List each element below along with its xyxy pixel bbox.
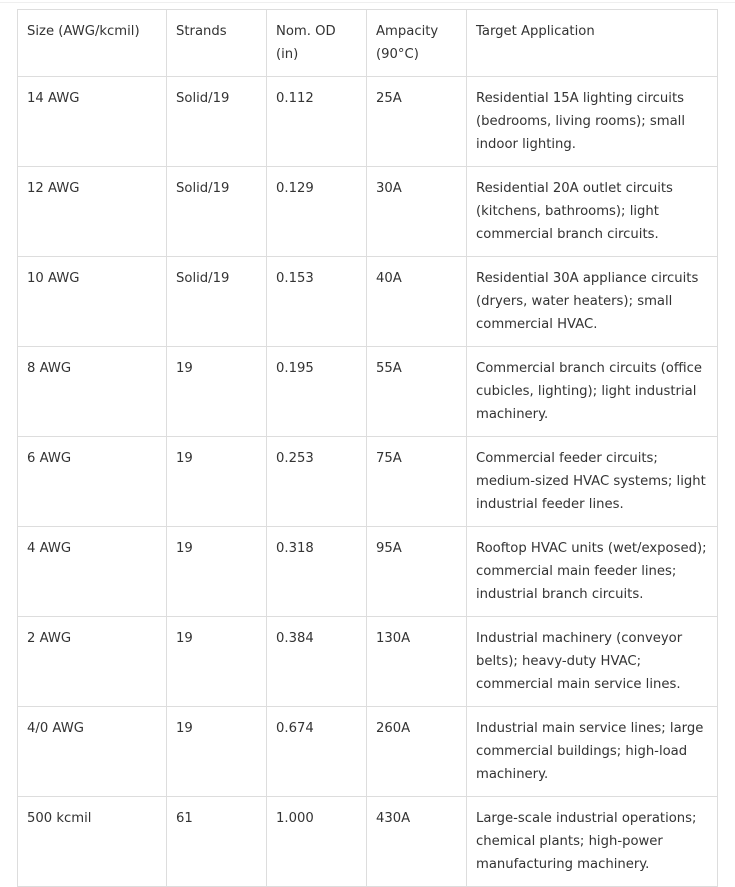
- cell-strands: Solid/19: [167, 77, 267, 167]
- cell-size: 10 AWG: [18, 257, 167, 347]
- cell-ampacity: 430A: [367, 797, 467, 887]
- header-nominal-od: Nom. OD (in): [267, 10, 367, 77]
- cell-ampacity: 30A: [367, 167, 467, 257]
- cell-nominal-od: 0.195: [267, 347, 367, 437]
- cell-target-application: Residential 20A outlet circuits (kitchens, bathrooms); light commercial branch circuits.: [467, 167, 718, 257]
- cell-strands: 19: [167, 347, 267, 437]
- table-row: [18, 527, 718, 617]
- header-target-application: Target Application: [467, 10, 718, 77]
- cell-strands: Solid/19: [167, 167, 267, 257]
- cell-size: 4 AWG: [18, 527, 167, 617]
- table-row: [18, 437, 718, 527]
- cell-nominal-od: 0.318: [267, 527, 367, 617]
- table-row: [18, 257, 718, 347]
- cell-nominal-od: 0.253: [267, 437, 367, 527]
- cell-nominal-od: 0.153: [267, 257, 367, 347]
- cell-target-application: Residential 30A appliance circuits (dryers, water heaters); small commercial HVAC.: [467, 257, 718, 347]
- cell-target-application: Commercial feeder circuits; medium-sized HVAC systems; light industrial feeder lines.: [467, 437, 718, 527]
- cell-ampacity: 130A: [367, 617, 467, 707]
- cell-strands: 19: [167, 707, 267, 797]
- table-row: [18, 347, 718, 437]
- cell-ampacity: 40A: [367, 257, 467, 347]
- cell-strands: 19: [167, 617, 267, 707]
- cell-target-application: Commercial branch circuits (office cubicles, lighting); light industrial machinery.: [467, 347, 718, 437]
- wire-size-table: [17, 9, 718, 887]
- cell-strands: 19: [167, 527, 267, 617]
- table-row: [18, 707, 718, 797]
- cell-ampacity: 260A: [367, 707, 467, 797]
- cell-strands: 61: [167, 797, 267, 887]
- cell-size: 8 AWG: [18, 347, 167, 437]
- cell-target-application: Residential 15A lighting circuits (bedrooms, living rooms); small indoor lighting.: [467, 77, 718, 167]
- cell-size: 4/0 AWG: [18, 707, 167, 797]
- cell-size: 500 kcmil: [18, 797, 167, 887]
- cell-strands: Solid/19: [167, 257, 267, 347]
- top-divider: [0, 2, 735, 3]
- table-header-row: [18, 10, 718, 77]
- cell-size: 14 AWG: [18, 77, 167, 167]
- cell-nominal-od: 0.112: [267, 77, 367, 167]
- cell-ampacity: 55A: [367, 347, 467, 437]
- header-strands: Strands: [167, 10, 267, 77]
- cell-nominal-od: 0.384: [267, 617, 367, 707]
- cell-nominal-od: 0.674: [267, 707, 367, 797]
- table-row: [18, 167, 718, 257]
- header-ampacity: Ampacity (90°C): [367, 10, 467, 77]
- cell-target-application: Industrial main service lines; large commercial buildings; high-load machinery.: [467, 707, 718, 797]
- cell-ampacity: 75A: [367, 437, 467, 527]
- header-size: Size (AWG/kcmil): [18, 10, 167, 77]
- cell-ampacity: 25A: [367, 77, 467, 167]
- table-row: [18, 77, 718, 167]
- table-row: [18, 617, 718, 707]
- cell-size: 6 AWG: [18, 437, 167, 527]
- cell-nominal-od: 0.129: [267, 167, 367, 257]
- cell-strands: 19: [167, 437, 267, 527]
- cell-target-application: Industrial machinery (conveyor belts); heavy-duty HVAC; commercial main service lines.: [467, 617, 718, 707]
- cell-ampacity: 95A: [367, 527, 467, 617]
- cell-size: 12 AWG: [18, 167, 167, 257]
- cell-target-application: Rooftop HVAC units (wet/exposed); commercial main feeder lines; industrial branch circuits.: [467, 527, 718, 617]
- cell-target-application: Large-scale industrial operations; chemical plants; high-power manufacturing machinery.: [467, 797, 718, 887]
- cell-nominal-od: 1.000: [267, 797, 367, 887]
- table-row: [18, 797, 718, 887]
- cell-size: 2 AWG: [18, 617, 167, 707]
